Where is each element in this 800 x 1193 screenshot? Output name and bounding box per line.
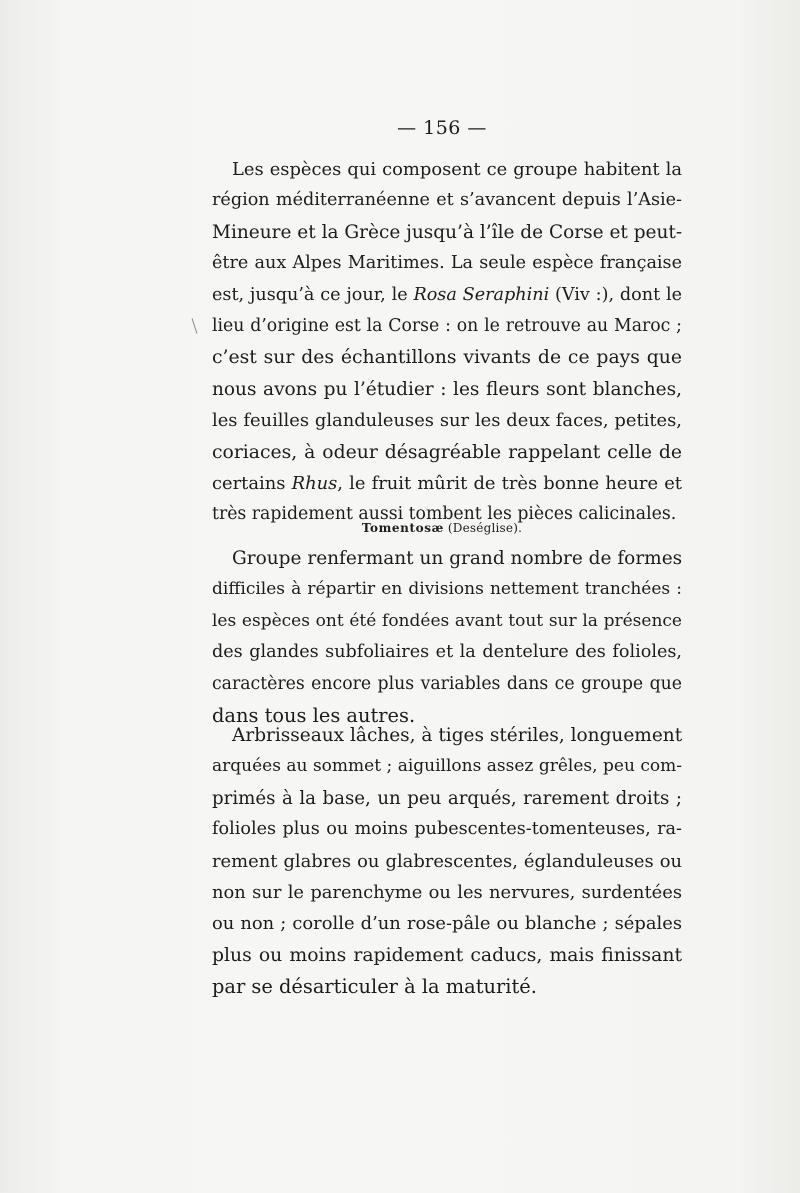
paragraph-line: être aux Alpes Maritimes. La seule espèce française [212,253,682,274]
page-number: — 156 — [397,117,487,139]
paragraph-line: non sur le parenchyme ou les nervures, surdentées [212,881,682,903]
line-text: (Viv :), dont le [549,284,682,305]
margin-mark [192,318,198,334]
paragraph-line: les espèces ont été fondées avant tout sur la présence [212,610,682,631]
paragraph-line: plus ou moins rapidement caducs, mais finissant [212,944,682,966]
paragraph-line: folioles plus ou moins pubescentes-tomenteuses, ra- [212,819,682,840]
paragraph-line: dans tous les autres. [212,703,416,727]
paragraph-line: c’est sur des échantillons vivants de ce pays que [212,347,682,369]
paragraph-line: nous avons pu l’étudier : les fleurs sont blanches, [212,378,682,400]
line-text: certains [212,472,292,494]
paragraph-line-with-genus [212,468,682,499]
genus-name-rhus: Rhus [291,472,338,494]
paragraph-line-with-species [212,280,682,311]
line-text: est, jusqu’à ce jour, le [212,284,414,305]
paragraph-line: caractères encore plus variables dans ce groupe que [212,673,682,694]
paragraph-line: coriaces, à odeur désagréable rappelant celle de [212,441,682,463]
paragraph-line: difficiles à répartir en divisions nettement tranchées : [212,579,682,600]
paragraph-1 [212,154,682,531]
paragraph-line: des glandes subfoliaires et la dentelure des folioles, [212,642,682,663]
species-name-rosa-seraphini: Rosa Seraphini [413,284,550,305]
paragraph-line: Les espèces qui composent ce groupe habitent la [232,159,682,180]
paragraph-3 [212,720,682,1003]
section-title: Tomentosæ [361,521,444,535]
section-heading [0,521,800,535]
paragraph-line: lieu d’origine est la Corse : on le retrouve au Maroc ; [212,315,682,336]
paragraph-line: les feuilles glanduleuses sur les deux faces, petites, [212,410,682,432]
paragraph-line: Mineure et la Grèce jusqu’à l’île de Corse et peut- [212,221,683,243]
paragraph-line: arquées au sommet ; aiguillons assez grêles, peu com- [212,756,682,777]
paragraph-line: ou non ; corolle d’un rose-pâle ou blanche ; sépales [212,913,682,935]
paragraph-line: Groupe renfermant un grand nombre de formes [232,548,683,569]
line-text: , le fruit mûrit de très bonne heure et [337,472,682,494]
section-author: (Deséglise). [443,521,523,535]
paragraph-line: très rapidement aussi tombent les pièces calicinales. [212,504,677,525]
paragraph-line: primés à la base, un peu arqués, rarement droits ; [212,787,682,809]
paragraph-2 [212,543,682,731]
paragraph-line: par se désarticuler à la maturité. [212,975,537,999]
paragraph-line: Arbrisseaux lâches, à tiges stériles, longuement [232,725,683,746]
paragraph-line: région méditerranéenne et s’avancent depuis l’Asie- [212,190,682,211]
paragraph-line: rement glabres ou glabrescentes, églanduleuses ou [212,850,682,872]
